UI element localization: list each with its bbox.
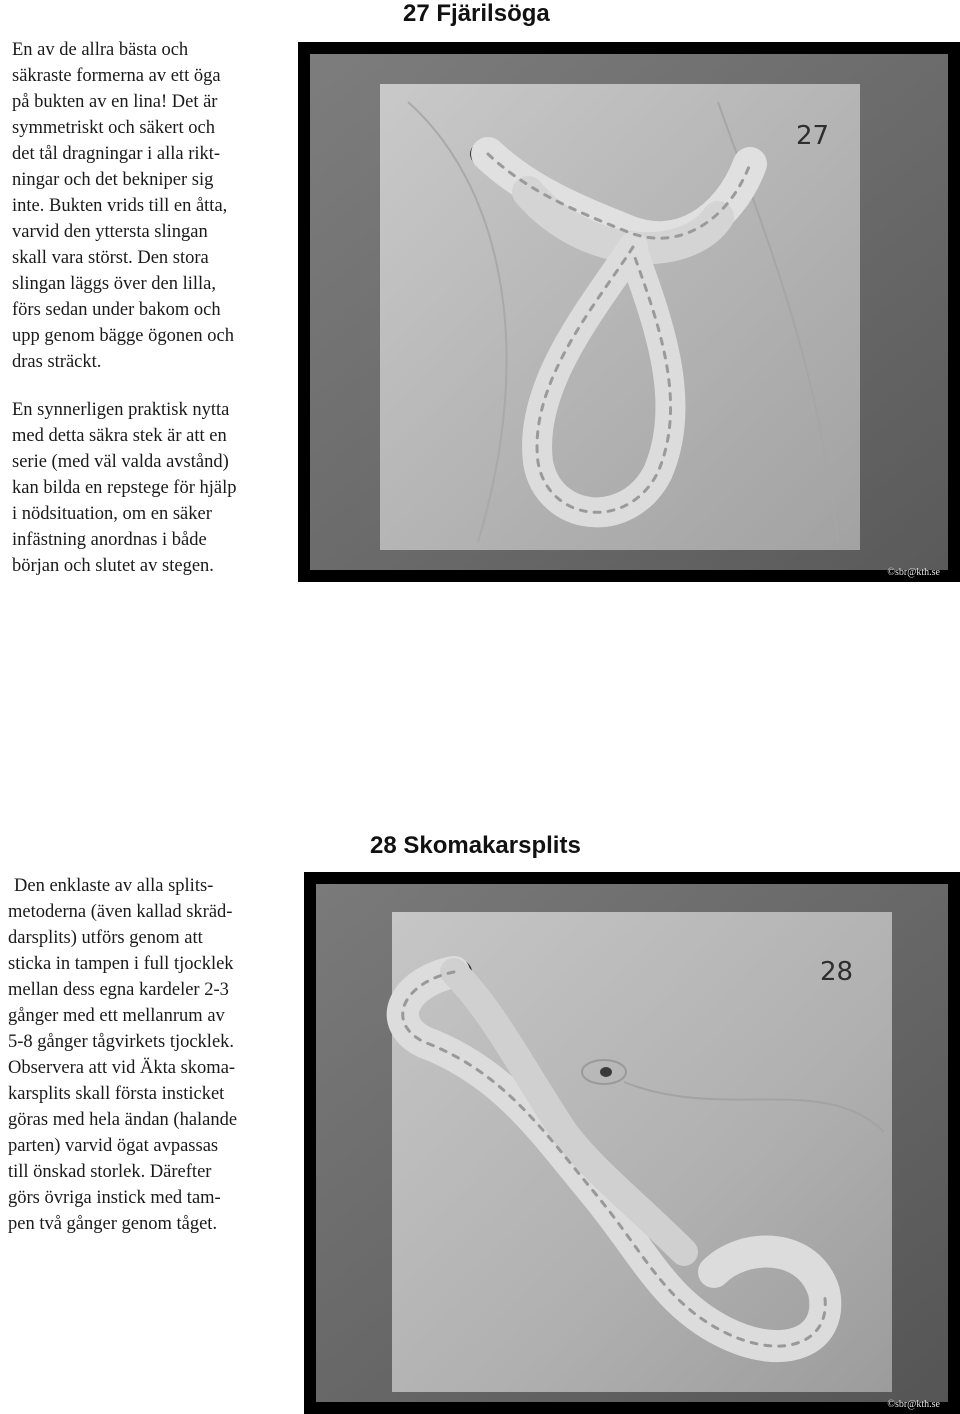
board-number-28: 28	[820, 957, 854, 987]
section-heading-27: 27 Fjärilsöga	[403, 0, 550, 27]
description-text-27	[12, 37, 287, 579]
paragraph-2: En synnerligen praktisk nytta med detta säkra stek är att en serie (med väl valda avstånd) kan bilda en repstege för hjälp i nödsituation, om en säker infästning anordnas i både början och slutet av stegen.	[12, 400, 237, 576]
rope-illustration-28	[304, 872, 960, 1414]
splice-photo-28	[304, 872, 960, 1414]
paragraph-1: En av de allra bästa och säkraste formerna av ett öga på bukten av en lina! Det är symmetriskt och säkert och det tål dragningar i alla rikt- ningar och det bekniper sig inte. Bukten vrids till en åtta, varvid den yttersta slingan skall vara störst. Den stora slingan läggs över den lilla, förs sedan under bakom och upp genom bägge ögonen och dras sträckt.	[12, 40, 234, 372]
board-number-27: 27	[796, 121, 830, 151]
rope-illustration-27	[298, 42, 960, 582]
knot-photo-27	[298, 42, 960, 582]
paragraph-1: Den enklaste av alla splits- metoderna (även kallad skräd- darsplits) utförs genom att sticka in tampen i full tjocklek mellan dess egna kardeler 2-3 gånger med ett mellanrum av 5-8 gånger tågvirkets tjocklek. Observera att vid Äkta skoma- karsplits skall första insticket göras med hela ändan (halande parten) varvid ögat avpassas till önskad storlek. Därefter görs övriga instick med tam- pen två gånger genom tåget.	[8, 876, 238, 1234]
section-heading-28: 28 Skomakarsplits	[370, 832, 581, 859]
photo-credit-27: ©sbr@kth.se	[887, 567, 940, 578]
description-text-28	[8, 873, 293, 1237]
photo-credit-28: ©sbr@kth.se	[887, 1399, 940, 1410]
